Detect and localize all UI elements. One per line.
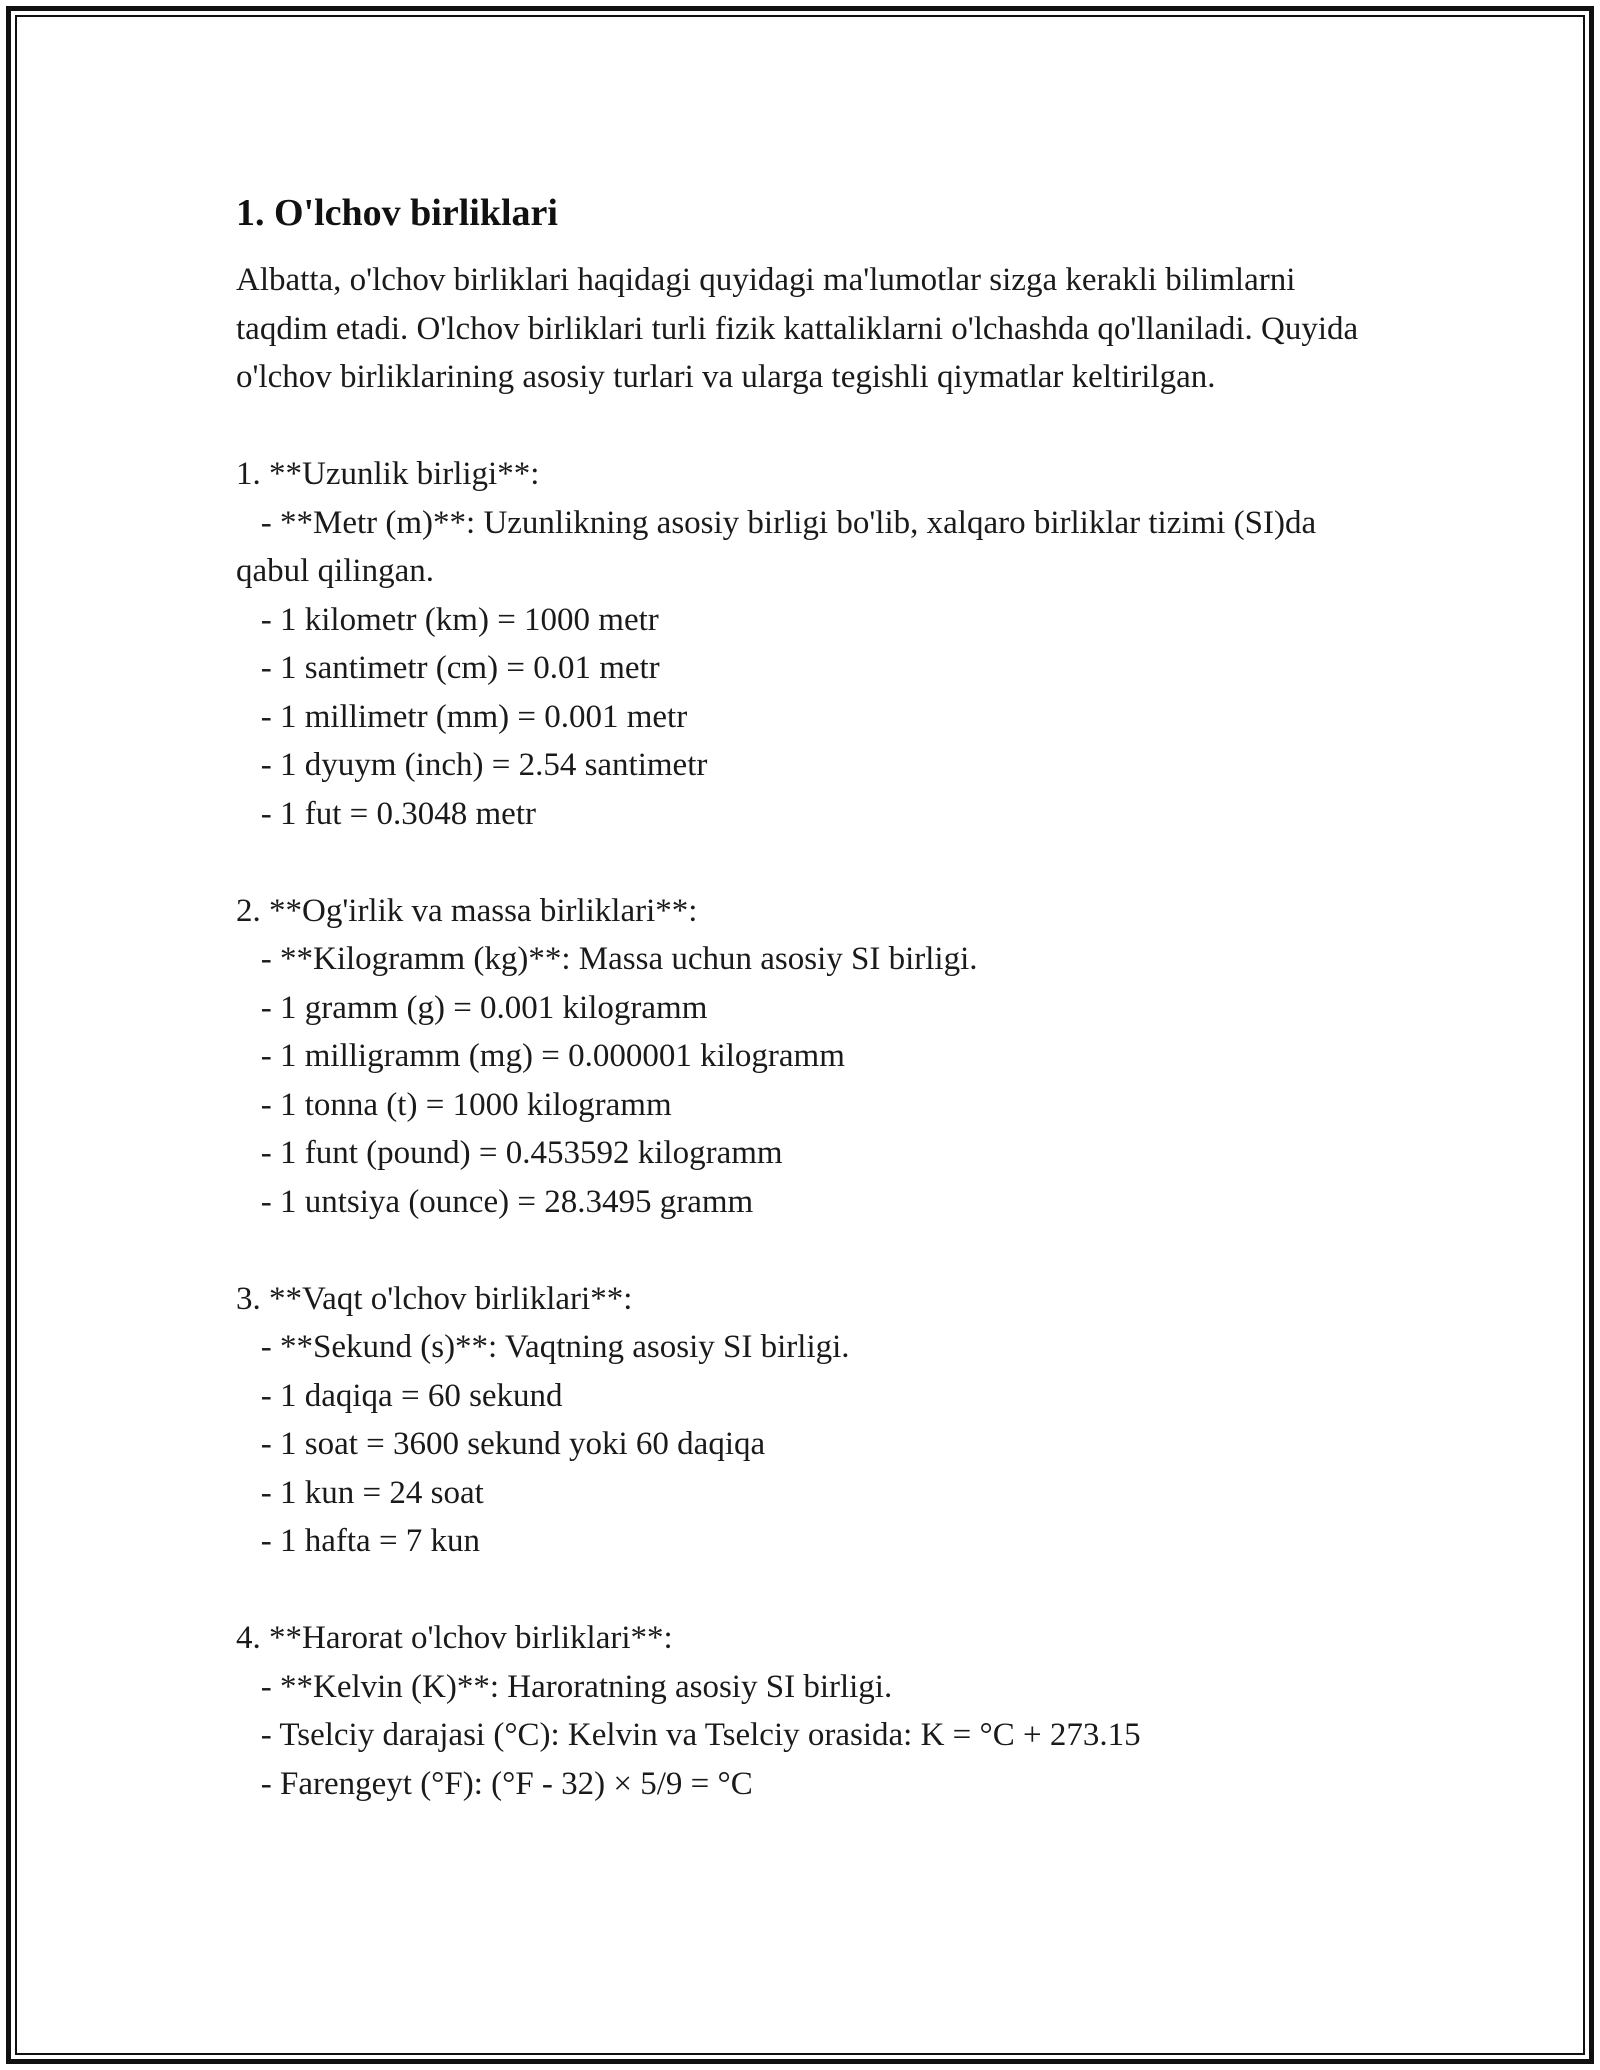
document-heading: 1. O'lchov birliklari [236,192,558,234]
list-item: - 1 kilometr (km) = 1000 metr [236,601,659,638]
list-item: - 1 kun = 24 soat [236,1474,484,1511]
list-item: - 1 millimetr (mm) = 0.001 metr [236,698,688,735]
blank-line [236,1226,1366,1275]
list-item: - 1 gramm (g) = 0.001 kilogramm [236,989,708,1026]
list-item: - 1 soat = 3600 sekund yoki 60 daqiqa [236,1426,766,1462]
section-title: 3. **Vaqt o'lchov birliklari**: [236,1280,633,1317]
list-item: - 1 fut = 0.3048 metr [236,795,536,832]
section-length [236,450,1366,838]
list-item: - 1 dyuym (inch) = 2.54 santimetr [236,747,708,783]
section-title: 1. **Uzunlik birligi**: [236,456,540,492]
list-item: - **Kilogramm (kg)**: Massa uchun asosiy SI birligi. [236,941,978,977]
list-item: - 1 santimetr (cm) = 0.01 metr [236,650,660,686]
list-item: - **Metr (m)**: Uzunlikning asosiy birligi bo'lib, xalqaro birliklar tizimi (SI)da qabul qilingan. [236,504,1325,589]
list-item: - 1 untsiya (ounce) = 28.3495 gramm [236,1183,754,1220]
blank-line [236,402,1366,451]
list-item: - Farengeyt (°F): (°F - 32) × 5/9 = °C [236,1765,753,1802]
list-item: - 1 tonna (t) = 1000 kilogramm [236,1086,672,1123]
intro-paragraph: Albatta, o'lchov birliklari haqidagi quyidagi ma'lumotlar sizga kerakli bilimlarni taqdim etadi. O'lchov birliklari turli fizik kattaliklarni o'lchashda qo'llaniladi. Quyida o'lchov birliklarining asosiy turlari va ularga tegishli qiymatlar keltirilgan. [236,262,1367,395]
section-title: 2. **Og'irlik va massa birliklari**: [236,892,698,929]
section-mass [236,887,1366,1227]
blank-line [236,1566,1366,1615]
section-time [236,1275,1366,1566]
list-item: - 1 daqiqa = 60 sekund [236,1377,563,1414]
list-item: - 1 funt (pound) = 0.453592 kilogramm [236,1135,783,1171]
list-item: - 1 milligramm (mg) = 0.000001 kilogramm [236,1038,845,1074]
list-item: - **Kelvin (K)**: Haroratning asosiy SI birligi. [236,1668,893,1705]
section-title: 4. **Harorat o'lchov birliklari**: [236,1620,673,1656]
document-body [236,186,1366,1808]
list-item: - **Sekund (s)**: Vaqtning asosiy SI birligi. [236,1329,850,1365]
blank-line [236,838,1366,887]
list-item: - Tselciy darajasi (°C): Kelvin va Tselciy orasida: K = °C + 273.15 [236,1717,1141,1753]
list-item: - 1 hafta = 7 kun [236,1523,481,1559]
section-temperature [236,1614,1366,1808]
